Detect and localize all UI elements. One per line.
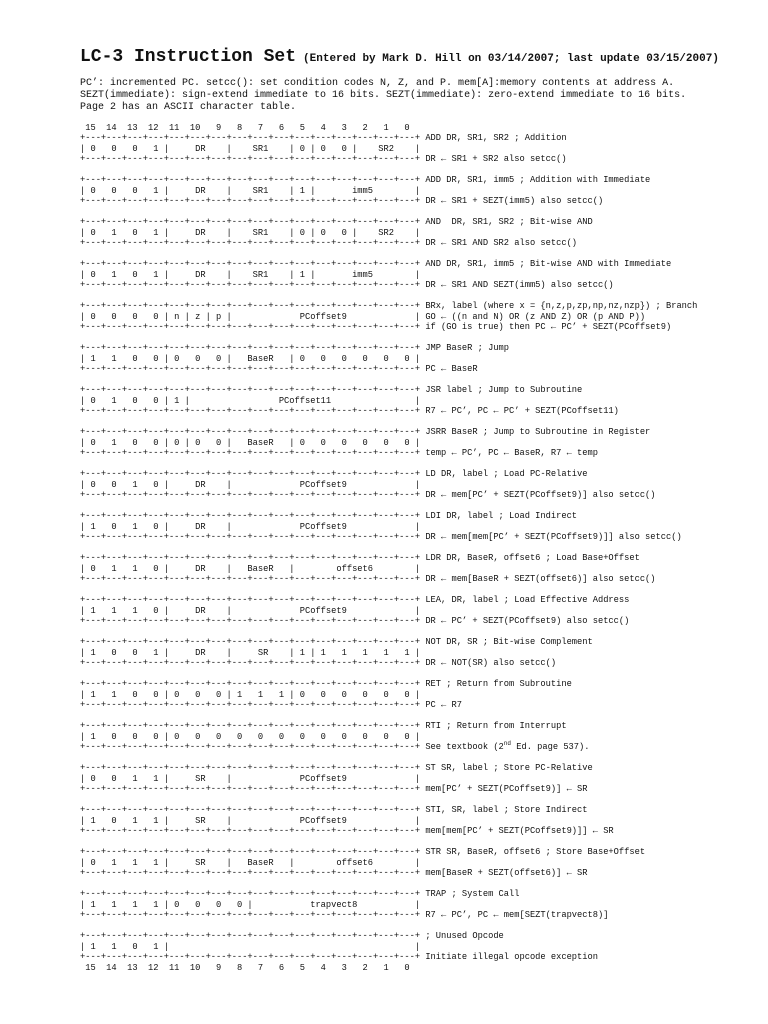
field-row xyxy=(80,648,697,659)
field-row xyxy=(80,396,697,407)
border-rule: +---+---+---+---+---+---+---+---+---+---+---+---+---+---+---+---+ xyxy=(80,574,421,585)
border-line xyxy=(80,427,697,438)
field-row xyxy=(80,690,697,701)
field-row xyxy=(80,564,697,575)
instruction-block xyxy=(80,847,697,879)
semantics-note: DR ← NOT(SR) also setcc() xyxy=(425,658,557,669)
border-line xyxy=(80,679,697,690)
bit-fields: | 0 0 1 1 | SR | PCoffset9 | xyxy=(80,773,421,784)
border-rule: +---+---+---+---+---+---+---+---+---+---+---+---+---+---+---+---+ xyxy=(80,343,421,354)
border-line xyxy=(80,574,697,585)
instruction-syntax: BRx, label (where x = {n,z,p,zp,np,nz,nzp}) ; Branch xyxy=(425,301,698,312)
border-rule: +---+---+---+---+---+---+---+---+---+---+---+---+---+---+---+---+ xyxy=(80,784,421,795)
bit-fields: | 0 1 0 0 | 0 | 0 0 | BaseR | 0 0 0 0 0 0 | xyxy=(80,437,421,448)
instruction-syntax: AND DR, SR1, imm5 ; Bit-wise AND with Immediate xyxy=(425,259,672,270)
instruction-syntax: JSR label ; Jump to Subroutine xyxy=(425,385,583,396)
instruction-block xyxy=(80,721,697,753)
field-row xyxy=(80,228,697,239)
border-line xyxy=(80,595,697,606)
border-line xyxy=(80,700,697,711)
instruction-syntax: JMP BaseR ; Jump xyxy=(425,343,510,354)
border-line xyxy=(80,658,697,669)
border-rule: +---+---+---+---+---+---+---+---+---+---+---+---+---+---+---+---+ xyxy=(80,259,421,270)
semantics-note: See textbook (2 xyxy=(425,742,504,753)
border-rule: +---+---+---+---+---+---+---+---+---+---+---+---+---+---+---+---+ xyxy=(80,637,421,648)
title-row xyxy=(80,46,719,70)
instruction-block xyxy=(80,469,697,501)
border-line xyxy=(80,154,697,165)
semantics-note: PC ← R7 xyxy=(425,700,462,711)
border-line xyxy=(80,343,697,354)
border-rule: +---+---+---+---+---+---+---+---+---+---+---+---+---+---+---+---+ xyxy=(80,322,421,333)
border-line xyxy=(80,280,697,291)
bit-number-footer: 15 14 13 12 11 10 9 8 7 6 5 4 3 2 1 0 xyxy=(80,962,410,973)
border-rule: +---+---+---+---+---+---+---+---+---+---+---+---+---+---+---+---+ xyxy=(80,868,421,879)
intro-line: PC’: incremented PC. setcc(): set condition codes N, Z, and P. mem[A]:memory contents at address A. xyxy=(80,78,675,89)
border-rule: +---+---+---+---+---+---+---+---+---+---+---+---+---+---+---+---+ xyxy=(80,469,421,480)
border-line xyxy=(80,238,697,249)
border-rule: +---+---+---+---+---+---+---+---+---+---+---+---+---+---+---+---+ xyxy=(80,721,421,732)
border-line xyxy=(80,175,697,186)
bit-fields: | 0 1 0 1 | DR | SR1 | 0 | 0 0 | SR2 | xyxy=(80,227,421,238)
instruction-block xyxy=(80,511,697,543)
instruction-syntax: ST SR, label ; Store PC-Relative xyxy=(425,763,593,774)
bit-fields: | 0 1 0 0 | 1 | PCoffset11 | xyxy=(80,395,421,406)
border-rule: +---+---+---+---+---+---+---+---+---+---+---+---+---+---+---+---+ xyxy=(80,532,421,543)
instruction-syntax: AND DR, SR1, SR2 ; Bit-wise AND xyxy=(425,217,593,228)
field-row xyxy=(80,354,697,365)
border-rule: +---+---+---+---+---+---+---+---+---+---+---+---+---+---+---+---+ xyxy=(80,763,421,774)
border-line xyxy=(80,637,697,648)
border-line xyxy=(80,406,697,417)
border-line xyxy=(80,490,697,501)
bit-fields: | 0 1 0 1 | DR | SR1 | 1 | imm5 | xyxy=(80,269,421,280)
semantics-note: if (GO is true) then PC ← PC’ + SEZT(PCoffset9) xyxy=(425,322,672,333)
border-rule: +---+---+---+---+---+---+---+---+---+---+---+---+---+---+---+---+ xyxy=(80,826,421,837)
field-row xyxy=(80,942,697,953)
border-line xyxy=(80,763,697,774)
instruction-syntax: LD DR, label ; Load PC-Relative xyxy=(425,469,588,480)
instruction-syntax: ADD DR, SR1, SR2 ; Addition xyxy=(425,133,567,144)
field-note: GO ← ((n and N) OR (z AND Z) OR (p AND P)) xyxy=(425,311,646,322)
border-rule: +---+---+---+---+---+---+---+---+---+---+---+---+---+---+---+---+ xyxy=(80,805,421,816)
border-line xyxy=(80,952,697,963)
instruction-block xyxy=(80,553,697,585)
instruction-syntax: LDR DR, BaseR, offset6 ; Load Base+Offset xyxy=(425,553,640,564)
bit-fields: | 1 1 0 0 | 0 0 0 | BaseR | 0 0 0 0 0 0 | xyxy=(80,353,421,364)
border-line xyxy=(80,931,697,942)
instruction-block xyxy=(80,259,697,291)
instruction-block xyxy=(80,133,697,165)
border-line xyxy=(80,784,697,795)
border-rule: +---+---+---+---+---+---+---+---+---+---+---+---+---+---+---+---+ xyxy=(80,196,421,207)
border-rule: +---+---+---+---+---+---+---+---+---+---+---+---+---+---+---+---+ xyxy=(80,406,421,417)
border-rule: +---+---+---+---+---+---+---+---+---+---+---+---+---+---+---+---+ xyxy=(80,490,421,501)
border-line xyxy=(80,196,697,207)
border-line xyxy=(80,889,697,900)
field-row xyxy=(80,480,697,491)
bit-fields: | 1 0 0 1 | DR | SR | 1 | 1 1 1 1 1 | xyxy=(80,647,421,658)
border-line xyxy=(80,805,697,816)
instruction-syntax: JSRR BaseR ; Jump to Subroutine in Register xyxy=(425,427,651,438)
instruction-block xyxy=(80,889,697,921)
field-row xyxy=(80,144,697,155)
intro-line: SEZT(immediate): sign-extend immediate to 16 bits. SEZT(immediate): zero-extend immediate to 16 bits. xyxy=(80,90,687,101)
page-title: LC-3 Instruction Set xyxy=(80,47,297,67)
border-rule: +---+---+---+---+---+---+---+---+---+---+---+---+---+---+---+---+ xyxy=(80,511,421,522)
semantics-note: PC ← BaseR xyxy=(425,364,478,375)
bit-fields: | 0 1 1 1 | SR | BaseR | offset6 | xyxy=(80,857,421,868)
instruction-block xyxy=(80,763,697,795)
semantics-note: DR ← mem[PC’ + SEZT(PCoffset9)] also setcc() xyxy=(425,490,656,501)
border-line xyxy=(80,868,697,879)
border-line xyxy=(80,553,697,564)
border-line xyxy=(80,910,697,921)
border-line xyxy=(80,448,697,459)
intro-notes xyxy=(80,78,686,114)
border-line xyxy=(80,385,697,396)
border-rule: +---+---+---+---+---+---+---+---+---+---+---+---+---+---+---+---+ xyxy=(80,910,421,921)
bit-fields: | 1 1 0 0 | 0 0 0 | 1 1 1 | 0 0 0 0 0 0 | xyxy=(80,689,421,700)
instruction-block xyxy=(80,931,697,963)
semantics-note: DR ← PC’ + SEZT(PCoffset9) also setcc() xyxy=(425,616,630,627)
border-rule: +---+---+---+---+---+---+---+---+---+---+---+---+---+---+---+---+ xyxy=(80,595,421,606)
border-rule: +---+---+---+---+---+---+---+---+---+---+---+---+---+---+---+---+ xyxy=(80,385,421,396)
instruction-block xyxy=(80,805,697,837)
border-line xyxy=(80,259,697,270)
border-rule: +---+---+---+---+---+---+---+---+---+---+---+---+---+---+---+---+ xyxy=(80,553,421,564)
instruction-list xyxy=(80,133,697,963)
page-subtitle: (Entered by Mark D. Hill on 03/14/2007; last update 03/15/2007) xyxy=(303,53,719,65)
bit-fields: | 0 0 0 1 | DR | SR1 | 0 | 0 0 | SR2 | xyxy=(80,143,421,154)
semantics-note: DR ← mem[mem[PC’ + SEZT(PCoffset9)]] also setcc() xyxy=(425,532,682,543)
field-row xyxy=(80,900,697,911)
border-rule: +---+---+---+---+---+---+---+---+---+---+---+---+---+---+---+---+ xyxy=(80,364,421,375)
field-row xyxy=(80,606,697,617)
border-line xyxy=(80,322,697,333)
border-rule: +---+---+---+---+---+---+---+---+---+---+---+---+---+---+---+---+ xyxy=(80,427,421,438)
instruction-syntax: RET ; Return from Subroutine xyxy=(425,679,572,690)
border-rule: +---+---+---+---+---+---+---+---+---+---+---+---+---+---+---+---+ xyxy=(80,280,421,291)
semantics-note: DR ← mem[BaseR + SEZT(offset6)] also setcc() xyxy=(425,574,656,585)
instruction-syntax: LEA, DR, label ; Load Effective Address xyxy=(425,595,630,606)
border-line xyxy=(80,826,697,837)
instruction-syntax: ADD DR, SR1, imm5 ; Addition with Immediate xyxy=(425,175,651,186)
instruction-block xyxy=(80,595,697,627)
border-rule: +---+---+---+---+---+---+---+---+---+---+---+---+---+---+---+---+ xyxy=(80,133,421,144)
border-rule: +---+---+---+---+---+---+---+---+---+---+---+---+---+---+---+---+ xyxy=(80,931,421,942)
field-row xyxy=(80,858,697,869)
instruction-syntax: ; Unused Opcode xyxy=(425,931,504,942)
instruction-block xyxy=(80,637,697,669)
border-line xyxy=(80,217,697,228)
instruction-syntax: LDI DR, label ; Load Indirect xyxy=(425,511,578,522)
field-row xyxy=(80,774,697,785)
superscript: nd xyxy=(503,740,511,748)
border-line xyxy=(80,301,697,312)
semantics-note: mem[mem[PC’ + SEZT(PCoffset9)]] ← SR xyxy=(425,826,614,837)
border-line xyxy=(80,721,697,732)
border-rule: +---+---+---+---+---+---+---+---+---+---+---+---+---+---+---+---+ xyxy=(80,301,421,312)
border-line xyxy=(80,616,697,627)
semantics-note: R7 ← PC’, PC ← PC’ + SEZT(PCoffset11) xyxy=(425,406,619,417)
border-line xyxy=(80,364,697,375)
field-row xyxy=(80,186,697,197)
border-rule: +---+---+---+---+---+---+---+---+---+---+---+---+---+---+---+---+ xyxy=(80,217,421,228)
bit-fields: | 1 0 0 0 | 0 0 0 0 0 0 0 0 0 0 0 0 | xyxy=(80,731,421,742)
border-rule: +---+---+---+---+---+---+---+---+---+---+---+---+---+---+---+---+ xyxy=(80,700,421,711)
bit-fields: | 0 0 1 0 | DR | PCoffset9 | xyxy=(80,479,421,490)
field-row xyxy=(80,312,697,323)
semantics-note: Initiate illegal opcode exception xyxy=(425,952,598,963)
border-rule: +---+---+---+---+---+---+---+---+---+---+---+---+---+---+---+---+ xyxy=(80,238,421,249)
intro-line: Page 2 has an ASCII character table. xyxy=(80,102,297,113)
instruction-block xyxy=(80,385,697,417)
bit-number-header: 15 14 13 12 11 10 9 8 7 6 5 4 3 2 1 0 xyxy=(80,122,410,133)
border-rule: +---+---+---+---+---+---+---+---+---+---+---+---+---+---+---+---+ xyxy=(80,658,421,669)
border-rule: +---+---+---+---+---+---+---+---+---+---+---+---+---+---+---+---+ xyxy=(80,889,421,900)
border-line xyxy=(80,532,697,543)
semantics-note: mem[BaseR + SEZT(offset6)] ← SR xyxy=(425,868,588,879)
field-row xyxy=(80,270,697,281)
border-rule: +---+---+---+---+---+---+---+---+---+---+---+---+---+---+---+---+ xyxy=(80,952,421,963)
border-rule: +---+---+---+---+---+---+---+---+---+---+---+---+---+---+---+---+ xyxy=(80,175,421,186)
bit-fields: | 1 1 1 1 | 0 0 0 0 | trapvect8 | xyxy=(80,899,421,910)
field-row xyxy=(80,816,697,827)
bit-fields: | 1 1 0 1 | | xyxy=(80,941,421,952)
bit-fields: | 0 1 1 0 | DR | BaseR | offset6 | xyxy=(80,563,421,574)
instruction-syntax: STR SR, BaseR, offset6 ; Store Base+Offset xyxy=(425,847,646,858)
instruction-block xyxy=(80,217,697,249)
border-rule: +---+---+---+---+---+---+---+---+---+---+---+---+---+---+---+---+ xyxy=(80,448,421,459)
semantics-note: DR ← SR1 + SEZT(imm5) also setcc() xyxy=(425,196,604,207)
instruction-block xyxy=(80,679,697,711)
bit-fields: | 1 1 1 0 | DR | PCoffset9 | xyxy=(80,605,421,616)
bit-fields: | 0 0 0 1 | DR | SR1 | 1 | imm5 | xyxy=(80,185,421,196)
semantics-note: temp ← PC’, PC ← BaseR, R7 ← temp xyxy=(425,448,598,459)
border-line xyxy=(80,742,697,753)
semantics-note: DR ← SR1 AND SR2 also setcc() xyxy=(425,238,578,249)
field-row xyxy=(80,732,697,743)
border-rule: +---+---+---+---+---+---+---+---+---+---+---+---+---+---+---+---+ xyxy=(80,154,421,165)
instruction-block xyxy=(80,175,697,207)
field-row xyxy=(80,522,697,533)
instruction-block xyxy=(80,301,697,333)
border-line xyxy=(80,511,697,522)
border-rule: +---+---+---+---+---+---+---+---+---+---+---+---+---+---+---+---+ xyxy=(80,679,421,690)
border-rule: +---+---+---+---+---+---+---+---+---+---+---+---+---+---+---+---+ xyxy=(80,742,421,753)
semantics-note: DR ← SR1 AND SEZT(imm5) also setcc() xyxy=(425,280,614,291)
bit-fields: | 1 0 1 1 | SR | PCoffset9 | xyxy=(80,815,421,826)
bit-fields: | 0 0 0 0 | n | z | p | PCoffset9 | xyxy=(80,311,421,322)
instruction-block xyxy=(80,427,697,459)
semantics-note-tail: Ed. page 537). xyxy=(511,742,590,753)
instruction-block xyxy=(80,343,697,375)
field-row xyxy=(80,438,697,449)
instruction-syntax: NOT DR, SR ; Bit-wise Complement xyxy=(425,637,593,648)
instruction-table xyxy=(80,123,697,974)
border-rule: +---+---+---+---+---+---+---+---+---+---+---+---+---+---+---+---+ xyxy=(80,847,421,858)
semantics-note: R7 ← PC’, PC ← mem[SEZT(trapvect8)] xyxy=(425,910,609,921)
semantics-note: DR ← SR1 + SR2 also setcc() xyxy=(425,154,567,165)
border-line xyxy=(80,469,697,480)
semantics-note: mem[PC’ + SEZT(PCoffset9)] ← SR xyxy=(425,784,588,795)
border-line xyxy=(80,847,697,858)
instruction-syntax: TRAP ; System Call xyxy=(425,889,520,900)
border-line xyxy=(80,133,697,144)
border-rule: +---+---+---+---+---+---+---+---+---+---+---+---+---+---+---+---+ xyxy=(80,616,421,627)
instruction-syntax: STI, SR, label ; Store Indirect xyxy=(425,805,588,816)
bit-fields: | 1 0 1 0 | DR | PCoffset9 | xyxy=(80,521,421,532)
instruction-syntax: RTI ; Return from Interrupt xyxy=(425,721,567,732)
